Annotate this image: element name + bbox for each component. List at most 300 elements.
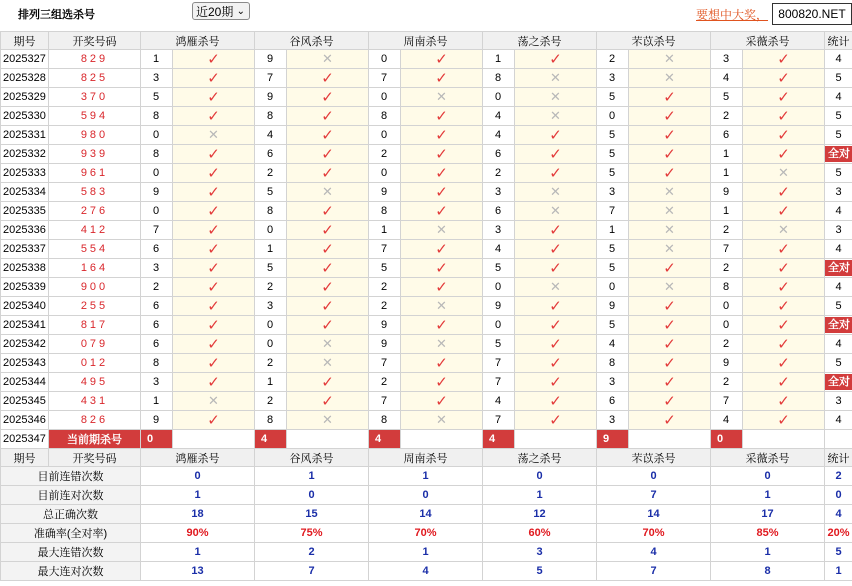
- kill-value-cell: 5: [597, 126, 629, 145]
- check-icon: ✓: [663, 260, 676, 277]
- result-mark-cell: [743, 126, 825, 145]
- period-cell: 2025335: [1, 202, 49, 221]
- result-mark-cell: [743, 354, 825, 373]
- result-mark-cell: [629, 145, 711, 164]
- kill-number-table: [0, 31, 852, 581]
- result-mark-cell: [173, 297, 255, 316]
- stats-cell: 4: [825, 411, 852, 430]
- kill-value-cell: 3: [597, 373, 629, 392]
- kill-value-cell: 3: [483, 183, 515, 202]
- result-mark-cell: [173, 259, 255, 278]
- check-icon: ✓: [435, 203, 448, 220]
- result-mark-cell: [743, 259, 825, 278]
- cross-icon: ✕: [322, 184, 333, 199]
- table-row: [1, 221, 852, 240]
- check-icon: ✓: [207, 108, 220, 125]
- check-icon: ✓: [321, 279, 334, 296]
- col-expert-header: 芣苡杀号: [597, 449, 711, 467]
- check-icon: ✓: [207, 374, 220, 391]
- kill-value-cell: 7: [141, 221, 173, 240]
- result-mark-cell: [173, 411, 255, 430]
- cross-icon: ✕: [436, 298, 447, 313]
- kill-value-cell: 7: [369, 354, 401, 373]
- kill-value-cell: 3: [597, 183, 629, 202]
- kill-value-cell: 7: [369, 392, 401, 411]
- cross-icon: ✕: [436, 412, 447, 427]
- site-watermark: 800820.NET: [772, 3, 852, 25]
- result-mark-cell: [629, 221, 711, 240]
- table-row: [1, 259, 852, 278]
- check-icon: ✓: [777, 89, 790, 106]
- kill-value-cell: 2: [711, 107, 743, 126]
- check-icon: ✓: [549, 260, 562, 277]
- period-cell: 2025342: [1, 335, 49, 354]
- draw-number-cell: 495: [49, 373, 141, 392]
- check-icon: ✓: [549, 393, 562, 410]
- result-mark-cell: [743, 240, 825, 259]
- draw-number-cell: 276: [49, 202, 141, 221]
- draw-number-cell: 370: [49, 88, 141, 107]
- kill-value-cell: 0: [483, 278, 515, 297]
- summary-value: 14: [369, 505, 483, 524]
- result-mark-cell: [173, 373, 255, 392]
- result-mark-cell: [173, 221, 255, 240]
- kill-value-cell: 8: [369, 202, 401, 221]
- cross-icon: ✕: [664, 241, 675, 256]
- summary-value: 13: [141, 562, 255, 581]
- table-row: [1, 88, 852, 107]
- cross-icon: ✕: [322, 355, 333, 370]
- summary-value: 5: [483, 562, 597, 581]
- result-mark-cell: [743, 107, 825, 126]
- check-icon: ✓: [549, 165, 562, 182]
- draw-number-cell: 939: [49, 145, 141, 164]
- result-mark-cell: [515, 50, 597, 69]
- check-icon: ✓: [549, 241, 562, 258]
- check-icon: ✓: [435, 127, 448, 144]
- check-icon: ✓: [777, 412, 790, 429]
- col-expert-header: 鸿雁杀号: [141, 32, 255, 50]
- check-icon: ✓: [207, 241, 220, 258]
- check-icon: ✓: [207, 298, 220, 315]
- result-mark-cell: [287, 221, 369, 240]
- check-icon: ✓: [321, 374, 334, 391]
- kill-value-cell: 8: [483, 69, 515, 88]
- result-mark-cell: [629, 335, 711, 354]
- check-icon: ✓: [321, 127, 334, 144]
- summary-value: 0: [369, 486, 483, 505]
- kill-value-cell: 9: [597, 297, 629, 316]
- result-mark-cell: [287, 373, 369, 392]
- kill-value-cell: 1: [711, 202, 743, 221]
- current-kill-label: 当前期杀号: [49, 430, 141, 449]
- draw-number-cell: 594: [49, 107, 141, 126]
- col-stats-header: 统计: [825, 449, 852, 467]
- kill-value-cell: 0: [255, 316, 287, 335]
- kill-value-cell: 0: [255, 221, 287, 240]
- stats-cell: 5: [825, 164, 852, 183]
- stats-cell: 4: [825, 240, 852, 259]
- check-icon: ✓: [777, 184, 790, 201]
- summary-label: 最大连错次数: [1, 543, 141, 562]
- result-mark-cell: [743, 50, 825, 69]
- draw-number-cell: 980: [49, 126, 141, 145]
- kill-value-cell: 3: [255, 297, 287, 316]
- draw-number-cell: 961: [49, 164, 141, 183]
- kill-value-cell: 7: [483, 411, 515, 430]
- result-mark-cell: [629, 202, 711, 221]
- summary-value: 1: [369, 467, 483, 486]
- table-row: [1, 202, 852, 221]
- check-icon: ✓: [777, 279, 790, 296]
- check-icon: ✓: [321, 89, 334, 106]
- ad-link[interactable]: 要想中大奖，: [696, 8, 769, 22]
- result-mark-cell: [287, 50, 369, 69]
- result-mark-cell: [629, 164, 711, 183]
- kill-value-cell: 9: [483, 297, 515, 316]
- result-mark-cell: [743, 69, 825, 88]
- stats-cell: 4: [825, 88, 852, 107]
- summary-row: [1, 524, 852, 543]
- period-cell: 2025332: [1, 145, 49, 164]
- summary-value: 1: [141, 543, 255, 562]
- summary-value: 85%: [711, 524, 825, 543]
- kill-value-cell: 2: [255, 354, 287, 373]
- summary-value: 75%: [255, 524, 369, 543]
- check-icon: ✓: [777, 393, 790, 410]
- period-select[interactable]: [192, 2, 250, 20]
- check-icon: ✓: [777, 336, 790, 353]
- check-icon: ✓: [663, 89, 676, 106]
- kill-value-cell: 8: [141, 354, 173, 373]
- check-icon: ✓: [321, 165, 334, 182]
- result-mark-cell: [287, 107, 369, 126]
- col-expert-header: 鸿雁杀号: [141, 449, 255, 467]
- check-icon: ✓: [777, 108, 790, 125]
- summary-value: 15: [255, 505, 369, 524]
- table-row: [1, 126, 852, 145]
- summary-label: 最大连对次数: [1, 562, 141, 581]
- draw-number-cell: 829: [49, 50, 141, 69]
- result-mark-cell: [173, 392, 255, 411]
- result-mark-cell: [515, 259, 597, 278]
- check-icon: ✓: [663, 108, 676, 125]
- check-icon: ✓: [663, 165, 676, 182]
- kill-value-cell: 1: [597, 221, 629, 240]
- result-mark-cell: [401, 240, 483, 259]
- result-mark-cell: [401, 297, 483, 316]
- summary-stat: 20%: [825, 524, 852, 543]
- period-cell: 2025345: [1, 392, 49, 411]
- result-mark-cell: [743, 278, 825, 297]
- kill-value-cell: 4: [255, 126, 287, 145]
- stats-cell: 5: [825, 354, 852, 373]
- summary-value: 0: [483, 467, 597, 486]
- col-expert-header: 芣苡杀号: [597, 32, 711, 50]
- period-cell: 2025329: [1, 88, 49, 107]
- cross-icon: ✕: [550, 108, 561, 123]
- summary-stat: 4: [825, 505, 852, 524]
- check-icon: ✓: [207, 70, 220, 87]
- top-bar: [0, 0, 852, 28]
- kill-value-cell: 6: [483, 202, 515, 221]
- result-mark-cell: [515, 69, 597, 88]
- kill-value-cell: 0: [597, 278, 629, 297]
- result-mark-cell: [401, 221, 483, 240]
- check-icon: ✓: [207, 317, 220, 334]
- check-icon: ✓: [777, 298, 790, 315]
- kill-value-cell: 3: [141, 259, 173, 278]
- cross-icon: ✕: [664, 203, 675, 218]
- result-mark-cell: [515, 392, 597, 411]
- kill-value-cell: 3: [597, 411, 629, 430]
- kill-value-cell: 0: [369, 164, 401, 183]
- stats-cell: 3: [825, 392, 852, 411]
- result-mark-cell: [629, 259, 711, 278]
- cross-icon: ✕: [550, 70, 561, 85]
- result-mark-cell: [287, 392, 369, 411]
- kill-value-cell: 7: [483, 373, 515, 392]
- result-mark-cell: [743, 297, 825, 316]
- result-mark-cell: [401, 164, 483, 183]
- check-icon: ✓: [777, 146, 790, 163]
- summary-value: 1: [369, 543, 483, 562]
- col-draw-header: 开奖号码: [49, 449, 141, 467]
- all-correct-badge: 全对: [825, 374, 852, 390]
- result-mark-cell: [743, 411, 825, 430]
- col-expert-header: 采薇杀号: [711, 32, 825, 50]
- summary-value: 4: [597, 543, 711, 562]
- kill-value-cell: 8: [711, 278, 743, 297]
- current-kill-value: 4: [255, 430, 287, 449]
- kill-value-cell: 8: [369, 107, 401, 126]
- result-mark-cell: [515, 88, 597, 107]
- period-cell: 2025336: [1, 221, 49, 240]
- check-icon: ✓: [435, 317, 448, 334]
- result-mark-cell: [287, 411, 369, 430]
- result-mark-cell: [173, 183, 255, 202]
- summary-value: 1: [483, 486, 597, 505]
- result-mark-cell: [743, 373, 825, 392]
- kill-value-cell: 8: [141, 107, 173, 126]
- kill-value-cell: 2: [483, 164, 515, 183]
- kill-value-cell: 8: [255, 107, 287, 126]
- kill-value-cell: 9: [369, 335, 401, 354]
- result-mark-cell: [629, 240, 711, 259]
- table-row: [1, 107, 852, 126]
- kill-value-cell: 2: [141, 278, 173, 297]
- stats-cell: [825, 316, 852, 335]
- summary-value: 3: [483, 543, 597, 562]
- check-icon: ✓: [321, 203, 334, 220]
- kill-value-cell: 4: [483, 126, 515, 145]
- result-mark-cell: [173, 126, 255, 145]
- kill-value-cell: 1: [255, 373, 287, 392]
- result-mark-cell: [401, 126, 483, 145]
- result-mark-cell: [401, 88, 483, 107]
- summary-value: 60%: [483, 524, 597, 543]
- kill-value-cell: 8: [597, 354, 629, 373]
- cross-icon: ✕: [208, 127, 219, 142]
- check-icon: ✓: [777, 260, 790, 277]
- check-icon: ✓: [435, 184, 448, 201]
- check-icon: ✓: [321, 70, 334, 87]
- period-cell: 2025341: [1, 316, 49, 335]
- period-cell: 2025340: [1, 297, 49, 316]
- cross-icon: ✕: [436, 222, 447, 237]
- col-period-header: 期号: [1, 449, 49, 467]
- kill-value-cell: 3: [141, 373, 173, 392]
- result-mark-cell: [173, 107, 255, 126]
- table-row: [1, 411, 852, 430]
- table-row: [1, 392, 852, 411]
- period-cell: 2025328: [1, 69, 49, 88]
- check-icon: ✓: [549, 51, 562, 68]
- stats-cell: 4: [825, 278, 852, 297]
- cross-icon: ✕: [664, 70, 675, 85]
- kill-value-cell: 7: [597, 202, 629, 221]
- kill-value-cell: 9: [141, 411, 173, 430]
- kill-value-cell: 7: [483, 354, 515, 373]
- draw-number-cell: 431: [49, 392, 141, 411]
- kill-value-cell: 8: [255, 411, 287, 430]
- kill-value-cell: 9: [255, 88, 287, 107]
- table-header: [1, 32, 852, 50]
- result-mark-cell: [515, 316, 597, 335]
- check-icon: ✓: [549, 374, 562, 391]
- kill-value-cell: 3: [597, 69, 629, 88]
- stats-cell: [825, 145, 852, 164]
- result-mark-cell: [515, 278, 597, 297]
- result-mark-cell: [743, 392, 825, 411]
- result-mark-cell: [629, 50, 711, 69]
- summary-value: 70%: [597, 524, 711, 543]
- result-mark-cell: [287, 240, 369, 259]
- result-mark-cell: [629, 278, 711, 297]
- kill-value-cell: 0: [483, 316, 515, 335]
- check-icon: ✓: [663, 127, 676, 144]
- period-cell: 2025343: [1, 354, 49, 373]
- kill-value-cell: 0: [141, 164, 173, 183]
- kill-value-cell: 5: [597, 316, 629, 335]
- check-icon: ✓: [435, 279, 448, 296]
- check-icon: ✓: [777, 127, 790, 144]
- period-cell: 2025334: [1, 183, 49, 202]
- kill-value-cell: 0: [141, 126, 173, 145]
- summary-value: 0: [711, 467, 825, 486]
- result-mark-cell: [173, 240, 255, 259]
- result-mark-cell: [287, 88, 369, 107]
- result-mark-cell: [515, 221, 597, 240]
- kill-value-cell: 8: [369, 411, 401, 430]
- cross-icon: ✕: [550, 203, 561, 218]
- kill-value-cell: 0: [483, 88, 515, 107]
- kill-value-cell: 6: [141, 240, 173, 259]
- kill-value-cell: 6: [597, 392, 629, 411]
- draw-number-cell: 817: [49, 316, 141, 335]
- table-row: [1, 69, 852, 88]
- table-row: [1, 50, 852, 69]
- check-icon: ✓: [663, 336, 676, 353]
- cross-icon: ✕: [664, 184, 675, 199]
- check-icon: ✓: [321, 317, 334, 334]
- result-mark-cell: [401, 202, 483, 221]
- result-mark-cell: [515, 145, 597, 164]
- result-mark-cell: [515, 335, 597, 354]
- cross-icon: ✕: [436, 89, 447, 104]
- cross-icon: ✕: [550, 89, 561, 104]
- summary-value: 1: [711, 543, 825, 562]
- summary-value: 8: [711, 562, 825, 581]
- check-icon: ✓: [777, 374, 790, 391]
- check-icon: ✓: [321, 108, 334, 125]
- kill-value-cell: 3: [483, 221, 515, 240]
- period-cell: 2025327: [1, 50, 49, 69]
- kill-value-cell: 6: [483, 145, 515, 164]
- check-icon: ✓: [207, 51, 220, 68]
- period-cell: 2025331: [1, 126, 49, 145]
- result-mark-cell: [743, 202, 825, 221]
- kill-value-cell: 9: [255, 50, 287, 69]
- kill-value-cell: 0: [369, 50, 401, 69]
- check-icon: ✓: [435, 393, 448, 410]
- current-period-cell: 2025347: [1, 430, 49, 449]
- check-icon: ✓: [207, 260, 220, 277]
- check-icon: ✓: [777, 317, 790, 334]
- col-period-header: 期号: [1, 32, 49, 50]
- kill-value-cell: 1: [369, 221, 401, 240]
- result-mark-cell: [629, 69, 711, 88]
- col-expert-header: 荡之杀号: [483, 32, 597, 50]
- kill-value-cell: 7: [369, 240, 401, 259]
- kill-value-cell: 6: [141, 316, 173, 335]
- current-kill-value: 0: [711, 430, 743, 449]
- table-row: [1, 240, 852, 259]
- current-kill-value: 0: [141, 430, 173, 449]
- summary-label: 目前连错次数: [1, 467, 141, 486]
- result-mark-cell: [287, 354, 369, 373]
- result-mark-cell: [401, 50, 483, 69]
- kill-value-cell: 5: [255, 183, 287, 202]
- summary-label: 准确率(全对率): [1, 524, 141, 543]
- summary-label: 总正确次数: [1, 505, 141, 524]
- check-icon: ✓: [663, 355, 676, 372]
- check-icon: ✓: [777, 355, 790, 372]
- all-correct-badge: 全对: [825, 146, 852, 162]
- check-icon: ✓: [777, 51, 790, 68]
- cross-icon: ✕: [322, 51, 333, 66]
- table-row: [1, 297, 852, 316]
- summary-value: 2: [255, 543, 369, 562]
- summary-row: [1, 486, 852, 505]
- kill-value-cell: 2: [711, 373, 743, 392]
- result-mark-cell: [629, 373, 711, 392]
- check-icon: ✓: [207, 279, 220, 296]
- check-icon: ✓: [549, 412, 562, 429]
- all-correct-badge: 全对: [825, 317, 852, 333]
- page-title: 排列三组选杀号: [18, 9, 95, 21]
- summary-stat: 1: [825, 562, 852, 581]
- result-mark-cell: [287, 145, 369, 164]
- result-mark-cell: [287, 164, 369, 183]
- current-blank-cell: [173, 430, 255, 449]
- cross-icon: ✕: [322, 412, 333, 427]
- result-mark-cell: [401, 183, 483, 202]
- table-row: [1, 354, 852, 373]
- check-icon: ✓: [549, 222, 562, 239]
- result-mark-cell: [401, 316, 483, 335]
- kill-value-cell: 4: [711, 69, 743, 88]
